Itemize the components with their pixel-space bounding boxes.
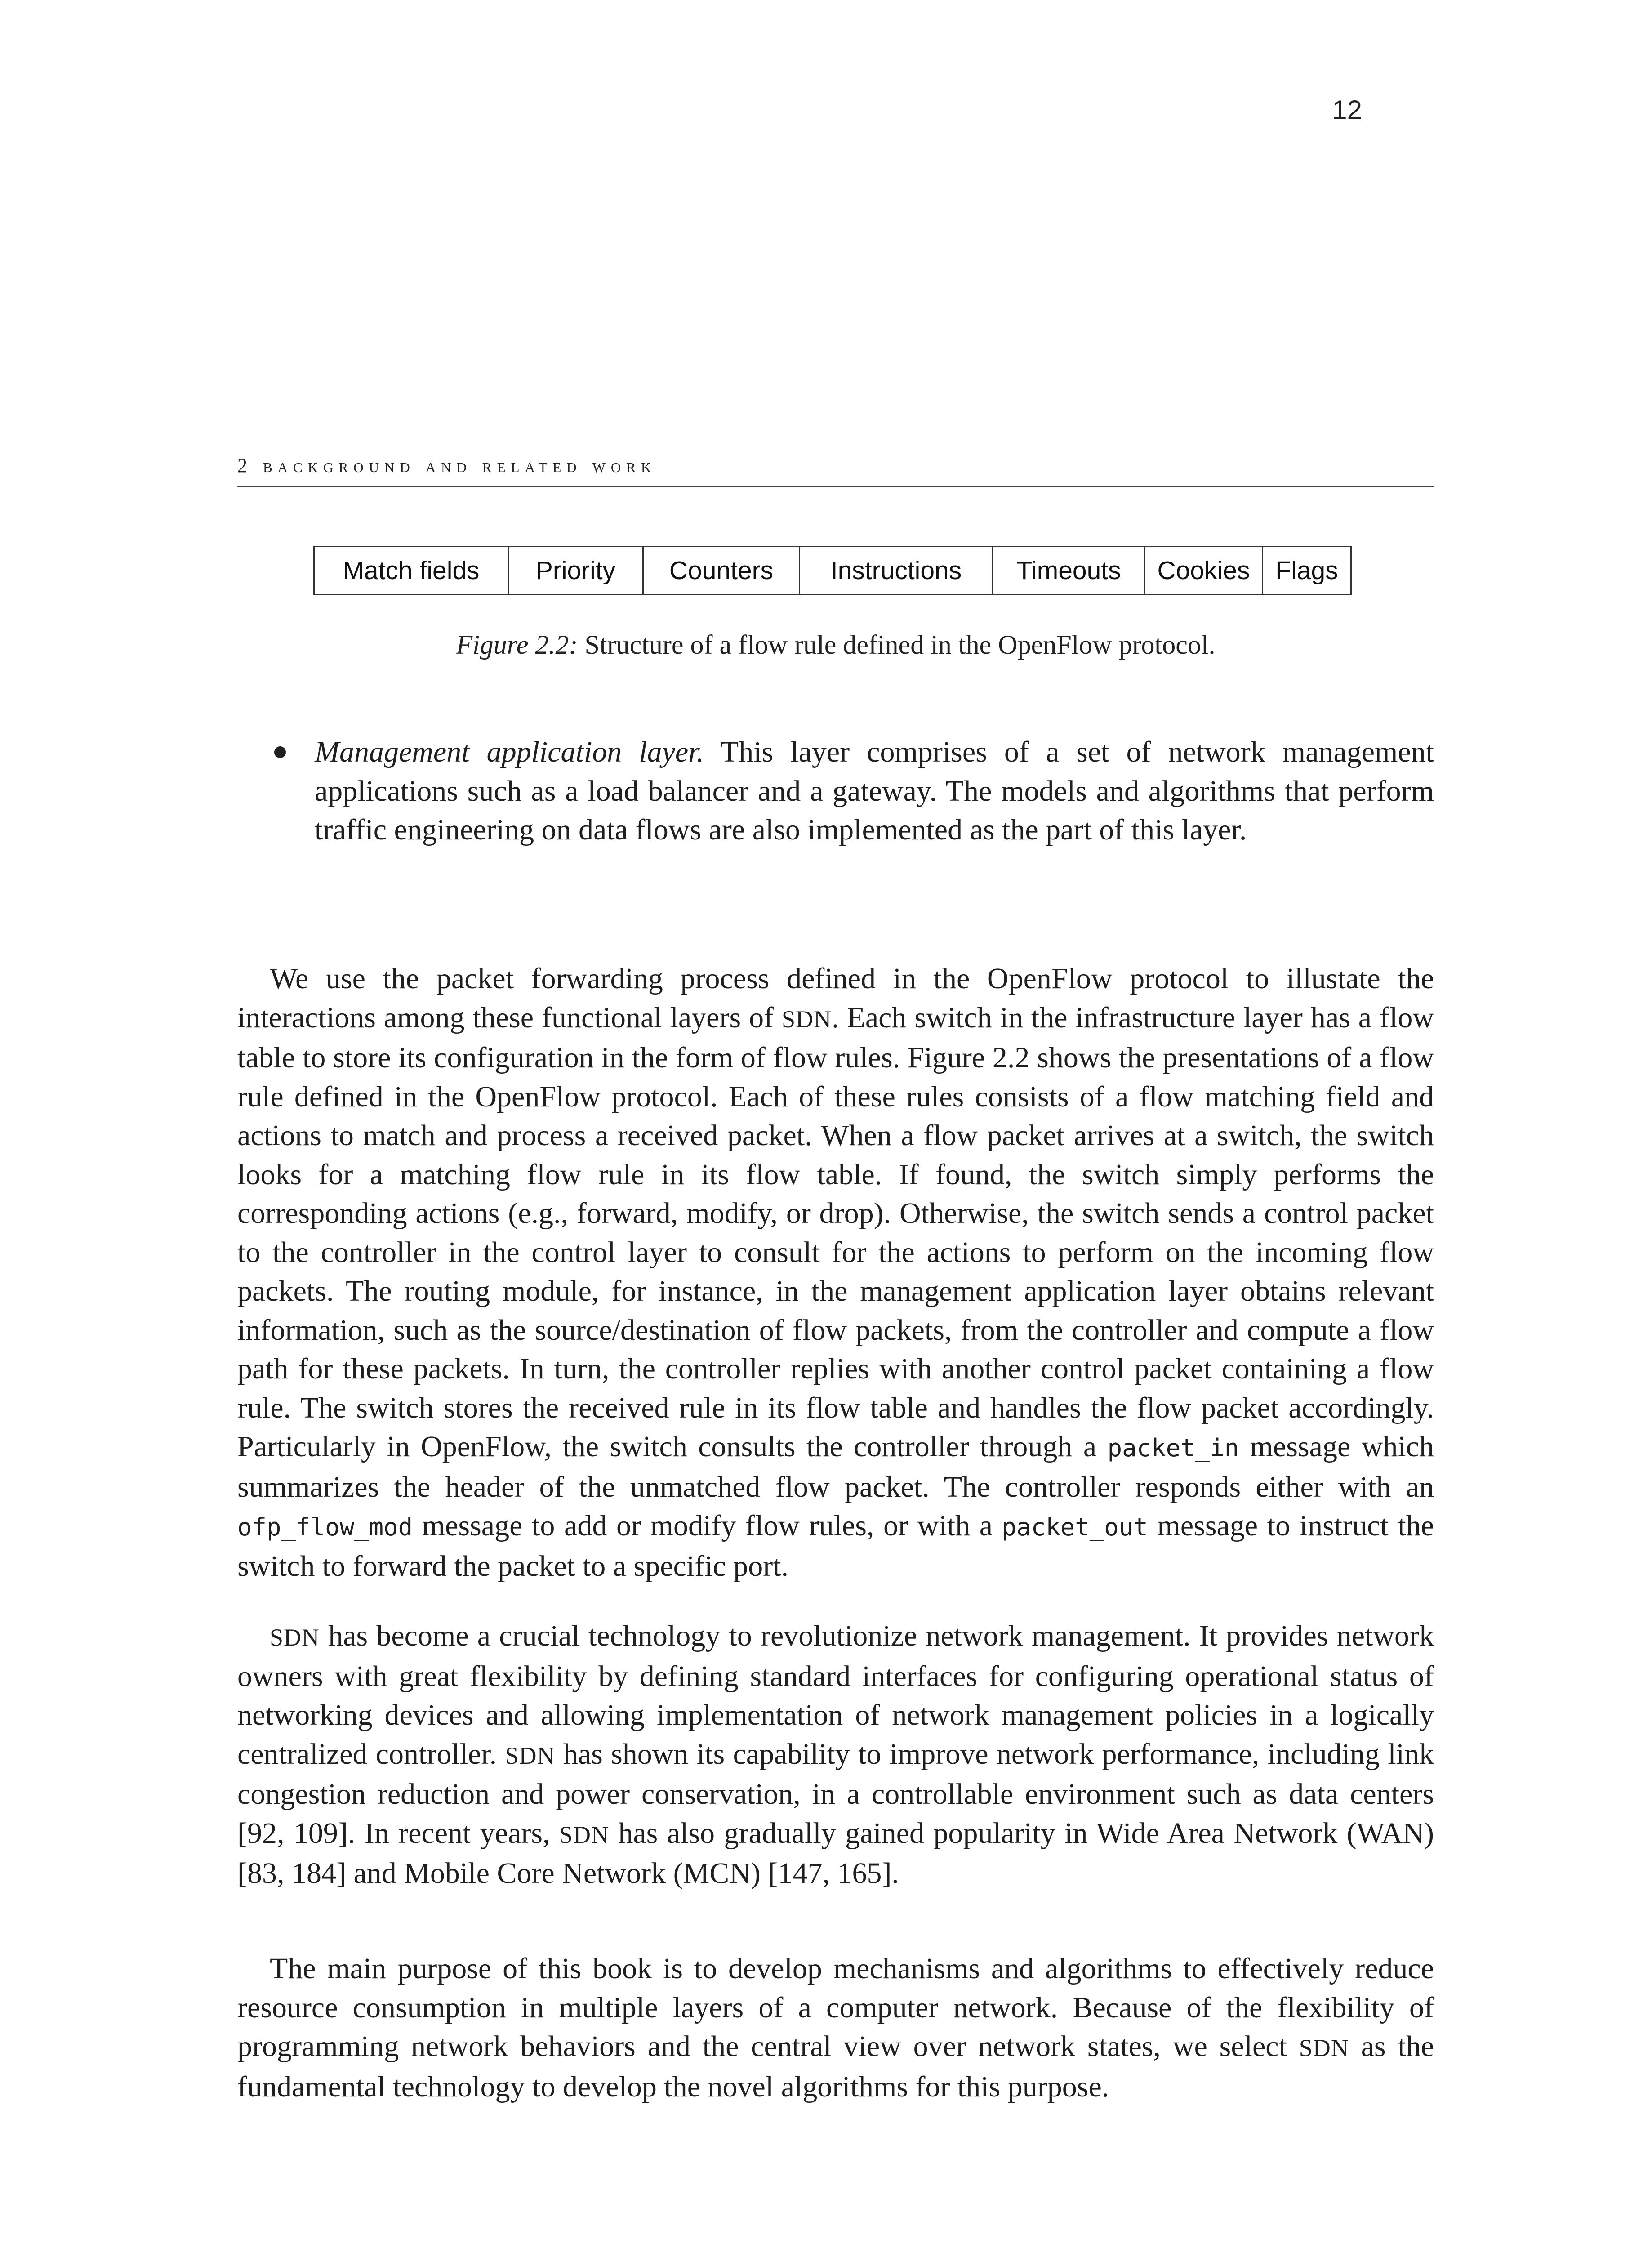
flow-cell-counters: Counters bbox=[644, 547, 800, 594]
bullet-list-item bbox=[274, 733, 1434, 850]
flow-cell-priority: Priority bbox=[509, 547, 644, 594]
page-number: 12 bbox=[1332, 95, 1362, 125]
acronym-sdn: SDN bbox=[270, 1624, 320, 1651]
code-ofp-flow-mod: ofp_flow_mod bbox=[237, 1513, 413, 1541]
paragraph-text: message to instruct the switch to forward the packet to a specific port. bbox=[237, 1509, 1434, 1583]
acronym-sdn: SDN bbox=[559, 1821, 609, 1848]
paragraph-text: as the fundamental technology to develop the novel algorithms for this purpose. bbox=[237, 2030, 1434, 2103]
flow-rule-structure-figure bbox=[313, 546, 1352, 595]
code-packet-in: packet_in bbox=[1107, 1434, 1239, 1462]
figure-caption-label: Figure 2.2: bbox=[456, 630, 578, 660]
paragraph-text: message to add or modify flow rules, or with a bbox=[413, 1509, 1002, 1542]
paragraph-text: . Each switch in the infrastructure layer has a flow table to store its configuration in the form of flow rules. Figure 2.2 shows the presentations of a flow rule defined in the OpenFlow protocol. Each of these rules consists of a flow matching field and actions to match and process a received packet. When a flow packet arrives at a switch, the switch looks for a matching flow rule in its flow table. If found, the switch simply performs the corresponding actions (e.g., forward, modify, or drop). Otherwise, the switch sends a control packet to the controller in the control layer to consult for the actions to perform on the incoming flow packets. The routing module, for instance, in the management application layer obtains relevant information, such as the source/destination of flow packets, from the controller and compute a flow path for these packets. In turn, the controller replies with another control packet containing a flow rule. The switch stores the received rule in its flow table and handles the flow packet accordingly. Particularly in OpenFlow, the switch consults the controller through a bbox=[237, 1001, 1434, 1463]
body-paragraph-1 bbox=[237, 959, 1434, 1586]
paragraph-text: has also gradually gained popularity in Wide Area Network (WAN) [83, 184] and Mobile Core Network (MCN) [147, 165]. bbox=[237, 1816, 1434, 1890]
running-head: 2 background and related work bbox=[237, 455, 657, 477]
figure-caption-text: Structure of a flow rule defined in the OpenFlow protocol. bbox=[578, 630, 1216, 660]
bullet-text bbox=[315, 733, 1434, 850]
acronym-sdn: SDN bbox=[505, 1742, 555, 1769]
flow-cell-flags: Flags bbox=[1275, 556, 1338, 585]
acronym-sdn: SDN bbox=[782, 1005, 832, 1033]
flow-cell-match-fields: Match fields bbox=[315, 547, 509, 594]
flow-cell-instructions: Instructions bbox=[800, 547, 993, 594]
paragraph-text: message which summarizes the header of the unmatched flow packet. The controller responds either with an bbox=[237, 1430, 1434, 1503]
code-packet-out: packet_out bbox=[1002, 1513, 1148, 1541]
body-paragraph-3 bbox=[237, 1949, 1434, 2106]
paragraph-text: has shown its capability to improve network performance, including link congestion reduction and power conservation, in a controllable environment such as data centers [92, 109]. In recent years, bbox=[237, 1737, 1434, 1850]
acronym-sdn: SDN bbox=[1299, 2034, 1349, 2061]
figure-caption bbox=[237, 629, 1434, 660]
bullet-term: Management application layer. bbox=[315, 736, 704, 768]
running-head-rule bbox=[237, 486, 1434, 487]
bullet-description: This layer comprises of a set of network management applications such as a load balancer and a gateway. The models and algorithms that perform traffic engineering on data flows are also implemented as the part of this layer. bbox=[315, 736, 1434, 846]
paragraph-text: The main purpose of this book is to develop mechanisms and algorithms to effectively reduce resource consumption in multiple layers of a computer network. Because of the flexibility of programming network behaviors and the central view over network states, we select bbox=[237, 1952, 1434, 2063]
body-paragraph-2 bbox=[237, 1617, 1434, 1893]
flow-cell-timeouts: Timeouts bbox=[993, 547, 1145, 594]
paragraph-text: has become a crucial technology to revolutionize network management. It provides network owners with great flexibility by defining standard interfaces for configuring operational status of networking devices and allowing implementation of network management policies in a logically centralized controller. bbox=[237, 1619, 1434, 1771]
paragraph-text: We use the packet forwarding process defined in the OpenFlow protocol to illustate the interactions among these functional layers of bbox=[237, 962, 1434, 1034]
bullet-icon bbox=[274, 746, 286, 758]
flow-cell-cookies: Cookies bbox=[1145, 547, 1263, 594]
